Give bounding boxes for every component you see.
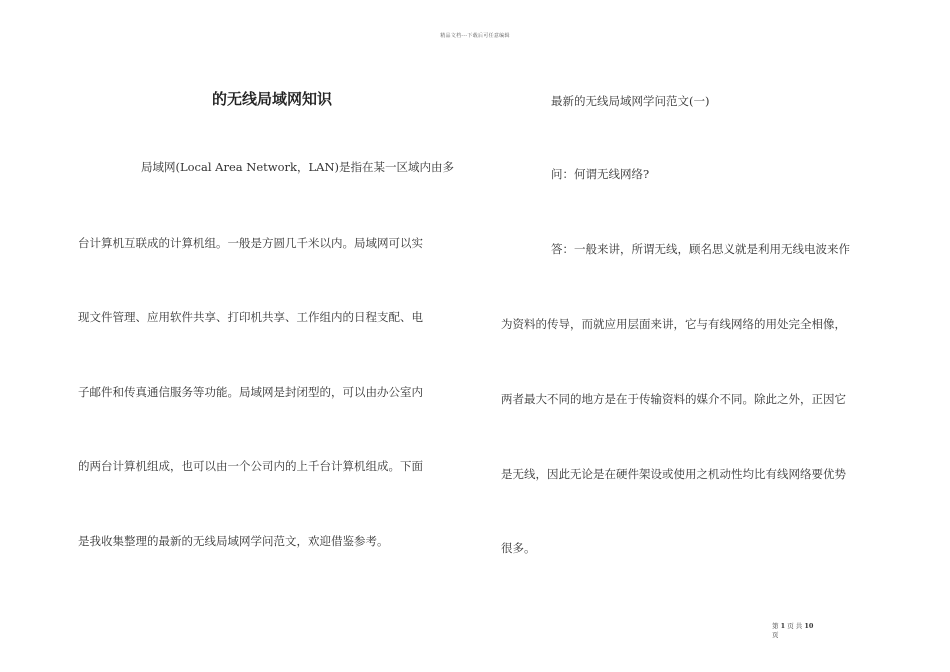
left-paragraph-line: 的两台计算机组成，也可以由一个公司内的上千台计算机组成。下面 bbox=[78, 459, 423, 473]
left-paragraph-line: 现文件管理、应用软件共享、打印机共享、工作组内的日程支配、电 bbox=[78, 310, 423, 324]
current-page-number: 1 bbox=[780, 622, 786, 630]
header-note: 精品文档---下载后可任意编辑 bbox=[440, 33, 510, 39]
left-paragraph-line: 局域网(Local Area Network，LAN)是指在某一区域内由多 bbox=[141, 160, 455, 174]
answer-line: 是无线，因此无论是在硬件架设或使用之机动性均比有线网络要优势 bbox=[501, 467, 846, 481]
footer-middle: 页 共 bbox=[787, 622, 803, 630]
answer-line: 很多。 bbox=[501, 541, 536, 555]
question-line: 问：何谓无线网络? bbox=[551, 167, 650, 181]
left-paragraph-line: 台计算机互联成的计算机组。一般是方圆几千米以内。局域网可以实 bbox=[78, 236, 423, 250]
section-heading: 最新的无线局域网学问范文(一) bbox=[551, 94, 710, 108]
total-page-count: 10 bbox=[804, 622, 814, 630]
left-paragraph-line: 是我收集整理的最新的无线局域网学问范文，欢迎借鉴参考。 bbox=[78, 534, 389, 548]
answer-line: 答：一般来讲，所谓无线，顾名思义就是利用无线电波来作 bbox=[551, 242, 850, 256]
document-title: 的无线局域网知识 bbox=[211, 90, 332, 108]
footer-suffix: 页 bbox=[772, 631, 779, 639]
answer-line: 为资料的传导，而就应用层面来讲，它与有线网络的用处完全相像， bbox=[501, 317, 846, 331]
left-paragraph-line: 子邮件和传真通信服务等功能。局域网是封闭型的，可以由办公室内 bbox=[78, 385, 423, 399]
answer-line: 两者最大不同的地方是在于传输资料的媒介不同。除此之外，正因它 bbox=[501, 392, 846, 406]
footer-prefix: 第 bbox=[772, 622, 779, 630]
page-footer bbox=[772, 622, 832, 640]
